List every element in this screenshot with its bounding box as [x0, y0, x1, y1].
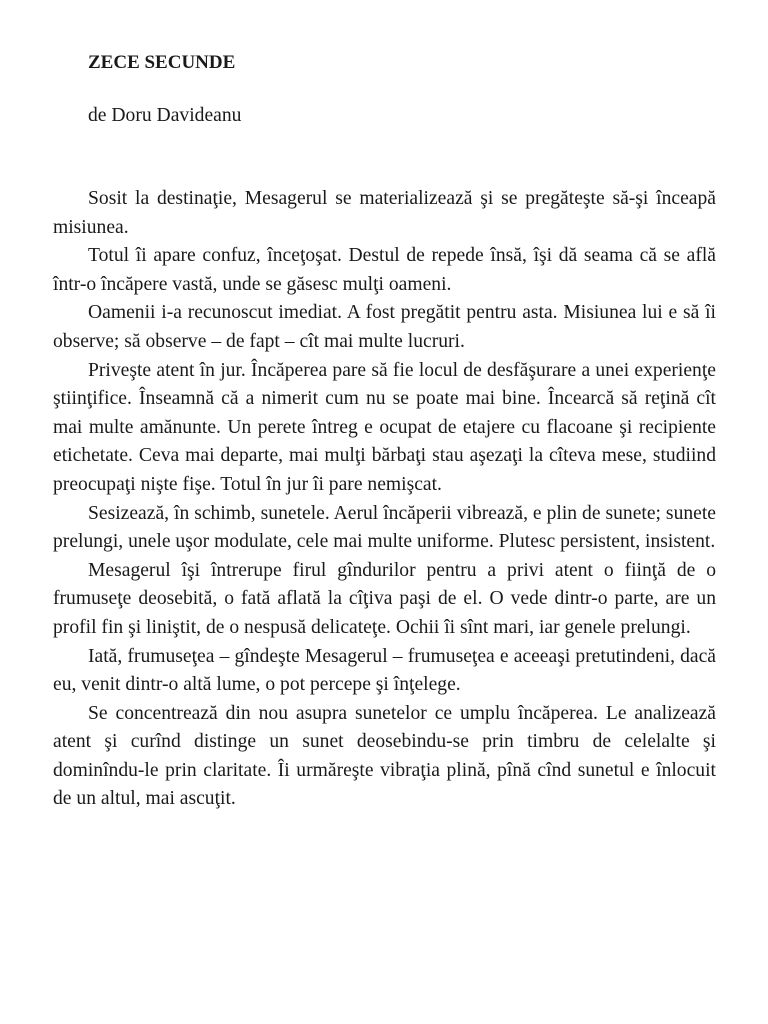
paragraph: Priveşte atent în jur. Încăperea pare să fie locul de desfăşurare a unei experienţe ştiinţifice. Înseamnă că a nimerit cum nu se poate mai bine. Încearcă să reţină cît mai multe amănunte. Un perete întreg e ocupat de etajere cu flacoane şi recipiente etichetate. Ceva mai departe, mai mulţi bărbaţi stau aşezaţi la cîteva mese, studiind preocupaţi nişte fişe. Totul în jur îi pare nemişcat. — [53, 359, 716, 495]
story-title: ZECE SECUNDE — [88, 52, 236, 73]
paragraph: Sosit la destinaţie, Mesagerul se materializează şi se pregăteşte să-şi înceapă misiunea. — [53, 188, 716, 238]
paragraph: Oamenii i-a recunoscut imediat. A fost pregătit pentru asta. Misiunea lui e să îi observe; să observe – de fapt – cît mai multe lucruri. — [53, 302, 716, 352]
paragraph: Mesagerul îşi întrerupe firul gîndurilor pentru a privi atent o fiinţă de o frumuseţe deosebită, o fată aflată la cîţiva paşi de el. O vede dintr-o parte, are un profil fin şi liniştit, de o nespusă delicateţe. Ochii îi sînt mari, iar genele prelungi. — [53, 559, 716, 638]
paragraph: Se concentrează din nou asupra sunetelor ce umplu încăperea. Le analizează atent şi curînd distinge un sunet deosebindu-se prin timbru de celelalte şi dominîndu-le prin claritate. Îi urmăreşte vibraţia plină, pînă cînd sunetul e înlocuit de un altul, mai ascuţit. — [53, 702, 716, 810]
story-body — [53, 185, 716, 814]
story-author: de Doru Davideanu — [88, 105, 242, 126]
paragraph: Sesizează, în schimb, sunetele. Aerul încăperii vibrează, e plin de sunete; sunete prelungi, unele uşor modulate, cele mai multe uniforme. Plutesc persistent, insistent. — [53, 502, 716, 553]
paragraph: Iată, frumuseţea – gîndeşte Mesagerul – frumuseţea e aceeaşi pretutindeni, dacă eu, venit dintr-o altă lume, o pot percepe şi înţelege. — [53, 645, 716, 696]
paragraph: Totul îi apare confuz, înceţoşat. Destul de repede însă, îşi dă seama că se află într-o încăpere vastă, unde se găsesc mulţi oameni. — [53, 245, 716, 295]
